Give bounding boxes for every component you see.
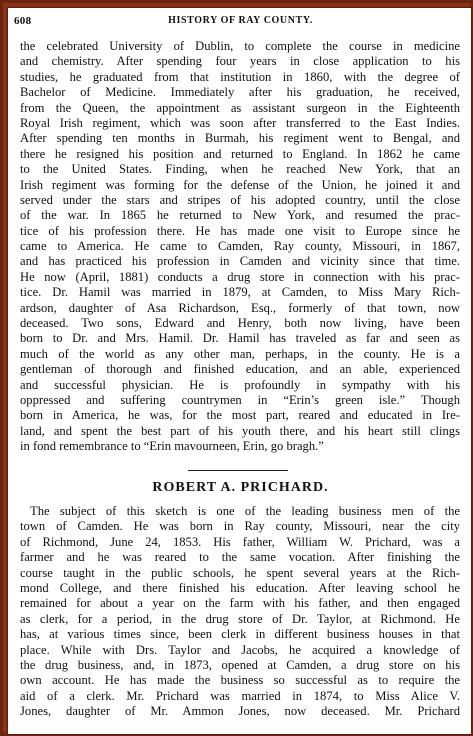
- text-line: land, and spent the best part of his youth there, and his heart still clings: [20, 423, 460, 438]
- text-line: mond College, and there finished his education. After leaving school he: [20, 580, 460, 595]
- text-line: and has practiced his profession in Camden and vicinity since that time.: [20, 254, 460, 269]
- text-line: as clerk, for a period, in the drug store of Dr. Taylor, at Richmond. He: [20, 611, 460, 626]
- text-line: oppressed and suffering countrymen in “Erin’s green isle.” Though: [20, 392, 460, 407]
- text-line: came to America. He came to Camden, Ray county, Missouri, in 1867,: [20, 239, 460, 254]
- text-line: from the Queen, the appointment as assistant surgeon in the Eighteenth: [20, 100, 460, 115]
- text-line: farmer and he was reared to the same vocation. After finishing the: [20, 550, 460, 565]
- text-line: After spending ten months in Burmah, his regiment went to Bengal, and: [20, 131, 460, 146]
- text-line: Irish regiment was forming for the defense of the Union, he joined it and: [20, 177, 460, 192]
- text-line: deceased. Two sons, Edward and Henry, both now living, have been: [20, 316, 460, 331]
- paragraph-prichard: [20, 504, 460, 719]
- running-head: HISTORY OF RAY COUNTY.: [168, 15, 313, 26]
- text-line: aid of a clerk. Mr. Prichard was married in 1874, to Miss Alice V.: [20, 688, 460, 703]
- text-line: born to Dr. and Mrs. Hamil. Dr. Hamil has traveled as far and seen as: [20, 331, 460, 346]
- text-line: The subject of this sketch is one of the leading business men of the: [30, 504, 460, 518]
- section-divider: [188, 470, 288, 471]
- text-line: has, at various times since, been clerk in different business houses in that: [20, 627, 460, 642]
- text-line: studies, he graduated from that institution in 1860, with the degree of: [20, 69, 460, 84]
- text-line: tice. Dr. Hamil was married in 1879, at Camden, to Miss Mary Rich-: [20, 285, 460, 300]
- text-line: of the war. In 1865 he returned to New York, and resumed the prac-: [20, 208, 460, 223]
- text-line: the celebrated University of Dublin, to complete the course in medicine: [20, 39, 460, 53]
- text-line: to the United States. Finding, when he reached New York, that an: [20, 162, 460, 177]
- text-line: town of Camden. He was born in Ray county, Missouri, near the city: [20, 519, 460, 534]
- text-line: Jones, daughter of Mr. Ammon Jones, now deceased. Mr. Prichard: [20, 704, 460, 719]
- text-line: served under the stars and stripes of his adopted country, until the close: [20, 192, 460, 207]
- text-line: born in America, he was, for the most part, reared and educated in Ire-: [20, 408, 460, 423]
- text-line: gentleman of thorough and finished education, and an able, experienced: [20, 362, 460, 377]
- text-line: and successful physician. He is profoundly in sympathy with his: [20, 377, 460, 392]
- text-line: remained for about a year on the farm with his father, and then engaged: [20, 596, 460, 611]
- book-page: [7, 7, 472, 735]
- section-title: ROBERT A. PRICHARD.: [152, 480, 329, 495]
- text-line: own account. He has made the business so successful as to require the: [20, 673, 460, 688]
- text-line: He now (April, 1881) conducts a drug store in connection with his prac-: [20, 269, 460, 284]
- text-line: there he resigned his position and returned to England. In 1862 he came: [20, 146, 460, 161]
- text-line: ardson, daughter of Asa Richardson, Esq., formerly of that town, now: [20, 300, 460, 315]
- page-number: 608: [14, 15, 32, 27]
- page-header: [8, 12, 473, 32]
- text-line: place. While with Drs. Taylor and Jacobs, he acquired a knowledge of: [20, 642, 460, 657]
- text-line: course taught in the public schools, he spent several years at the Rich-: [20, 565, 460, 580]
- text-line: of Richmond, June 24, 1853. His father, William W. Prichard, was a: [20, 534, 460, 549]
- paragraph-hamil: [20, 39, 460, 455]
- text-line: Bachelor of Medicine. Immediately after his graduation, he received,: [20, 85, 460, 100]
- text-line: Royal Irish regiment, which was soon after transferred to the East Indies.: [20, 115, 460, 130]
- text-line: and chemistry. After spending four years in close application to his: [20, 54, 460, 69]
- text-line: the drug business, and, in 1873, opened at Camden, a drug store on his: [20, 657, 460, 672]
- text-line: tice of his profession there. He has made one visit to Europe since he: [20, 223, 460, 238]
- text-line: much of the world as any other man, perhaps, in the county. He is a: [20, 346, 460, 361]
- text-line: in fond remembrance to “Erin mavourneen, Erin, go bragh.”: [20, 439, 324, 454]
